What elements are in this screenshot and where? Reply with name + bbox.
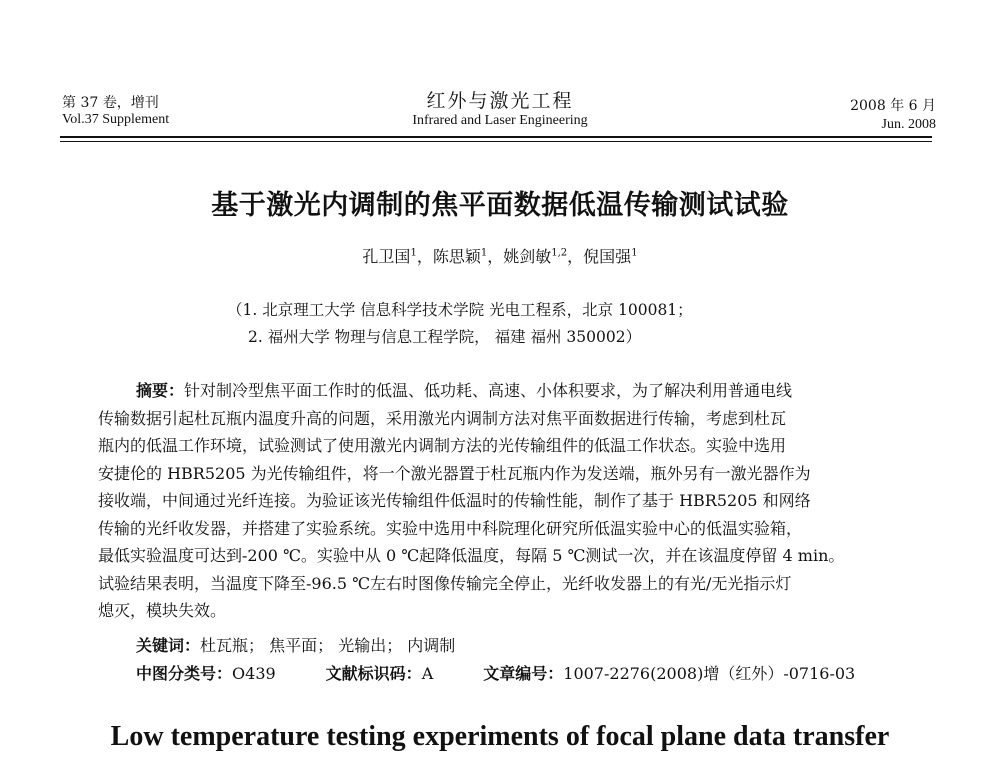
journal-title-cn: 红外与激光工程 <box>426 90 574 112</box>
author-affiliation-mark: 1,2 <box>551 247 568 259</box>
abstract-line <box>98 542 898 570</box>
keywords-label: 关键词： <box>136 636 201 655</box>
keywords-value: 杜瓦瓶； 焦平面； 光输出； 内调制 <box>200 636 456 655</box>
abstract-line <box>98 597 898 625</box>
abstract-text: 瓶内的低温工作环境，试验测试了使用激光内调制方法的光传输组件的低温工作状态。实验中选用 <box>98 436 787 455</box>
abstract-text: 传输数据引起杜瓦瓶内温度升高的问题，采用激光内调制方法对焦平面数据进行传输，考虑到杜瓦 <box>98 408 787 428</box>
abstract-line <box>98 570 898 598</box>
paper-title-en: Low temperature testing experiments of focal plane data transfer <box>110 721 890 752</box>
author-list <box>0 244 1000 267</box>
affiliation-2: 2. 福州大学 物理与信息工程学院， 福建 福州 350002） <box>248 328 642 346</box>
abstract-text: 传输的光纤收发器，并搭建了实验系统。实验中选用中科院理化研究所低温实验中心的低温实验箱， <box>98 518 803 538</box>
author-name: 倪国强 <box>583 247 632 266</box>
abstract-text: 接收端，中间通过光纤连接。为验证该光传输组件低温时的传输性能，制作了基于 HBR5205 和网络 <box>98 491 811 510</box>
abstract-line <box>98 515 898 543</box>
abstract <box>98 377 898 625</box>
header-rule-thick <box>60 136 932 138</box>
abstract-text: 针对制冷型焦平面工作时的低温、低功耗、高速、小体积要求，为了解决利用普通电线 <box>184 381 793 400</box>
abstract-label: 摘要： <box>136 381 185 400</box>
article-no-label: 文章编号： <box>483 664 564 683</box>
clc-label: 中图分类号： <box>136 664 233 683</box>
abstract-line <box>98 460 898 488</box>
date-cn: 2008 年 6 月 <box>850 98 936 114</box>
author-name: 陈思颖 <box>432 247 481 266</box>
doc-code-value: A <box>421 664 434 683</box>
doc-code-label: 文献标识码： <box>325 664 422 683</box>
classification-line <box>136 661 855 684</box>
affiliation-1: （1. 北京理工大学 信息科学技术学院 光电工程系，北京 100081； <box>227 301 693 319</box>
author-affiliation-mark: 1 <box>410 247 417 259</box>
date-en: Jun. 2008 <box>881 117 936 132</box>
author-affiliation-mark: 1 <box>631 247 638 259</box>
clc-value: O439 <box>232 664 276 683</box>
author-separator: ， <box>567 247 584 266</box>
author-separator: ， <box>487 247 504 266</box>
abstract-text: 安捷伦的 HBR5205 为光传输组件，将一个激光器置于杜瓦瓶内作为发送端，瓶外另有一激光器作为 <box>98 463 811 483</box>
keywords <box>136 633 455 656</box>
author-name: 姚剑敏 <box>503 247 552 266</box>
paper-title-cn: 基于激光内调制的焦平面数据低温传输测试试验 <box>211 190 789 221</box>
abstract-line <box>98 487 898 515</box>
author-name: 孔卫国 <box>362 247 411 266</box>
abstract-line <box>98 377 898 405</box>
abstract-text: 最低实验温度可达到-200 ℃。实验中从 0 ℃起降低温度，每隔 5 ℃测试一次，并在该温度停留 4 min。 <box>98 546 845 565</box>
volume-cn: 第 37 卷，增刊 <box>62 95 159 111</box>
abstract-line <box>98 432 898 460</box>
abstract-line <box>98 405 898 433</box>
abstract-text: 熄灭，模块失效。 <box>98 601 227 620</box>
header-rule-thin <box>60 141 932 142</box>
author-affiliation-mark: 1 <box>480 247 488 259</box>
abstract-text: 试验结果表明，当温度下降至-96.5 ℃左右时图像传输完全停止，光纤收发器上的有光/无光指示灯 <box>98 573 792 593</box>
author-separator: ， <box>416 247 433 266</box>
journal-title-en: Infrared and Laser Engineering <box>412 113 588 128</box>
article-no-value: 1007-2276(2008)增（红外）-0716-03 <box>563 664 856 683</box>
volume-en: Vol.37 Supplement <box>62 112 170 127</box>
